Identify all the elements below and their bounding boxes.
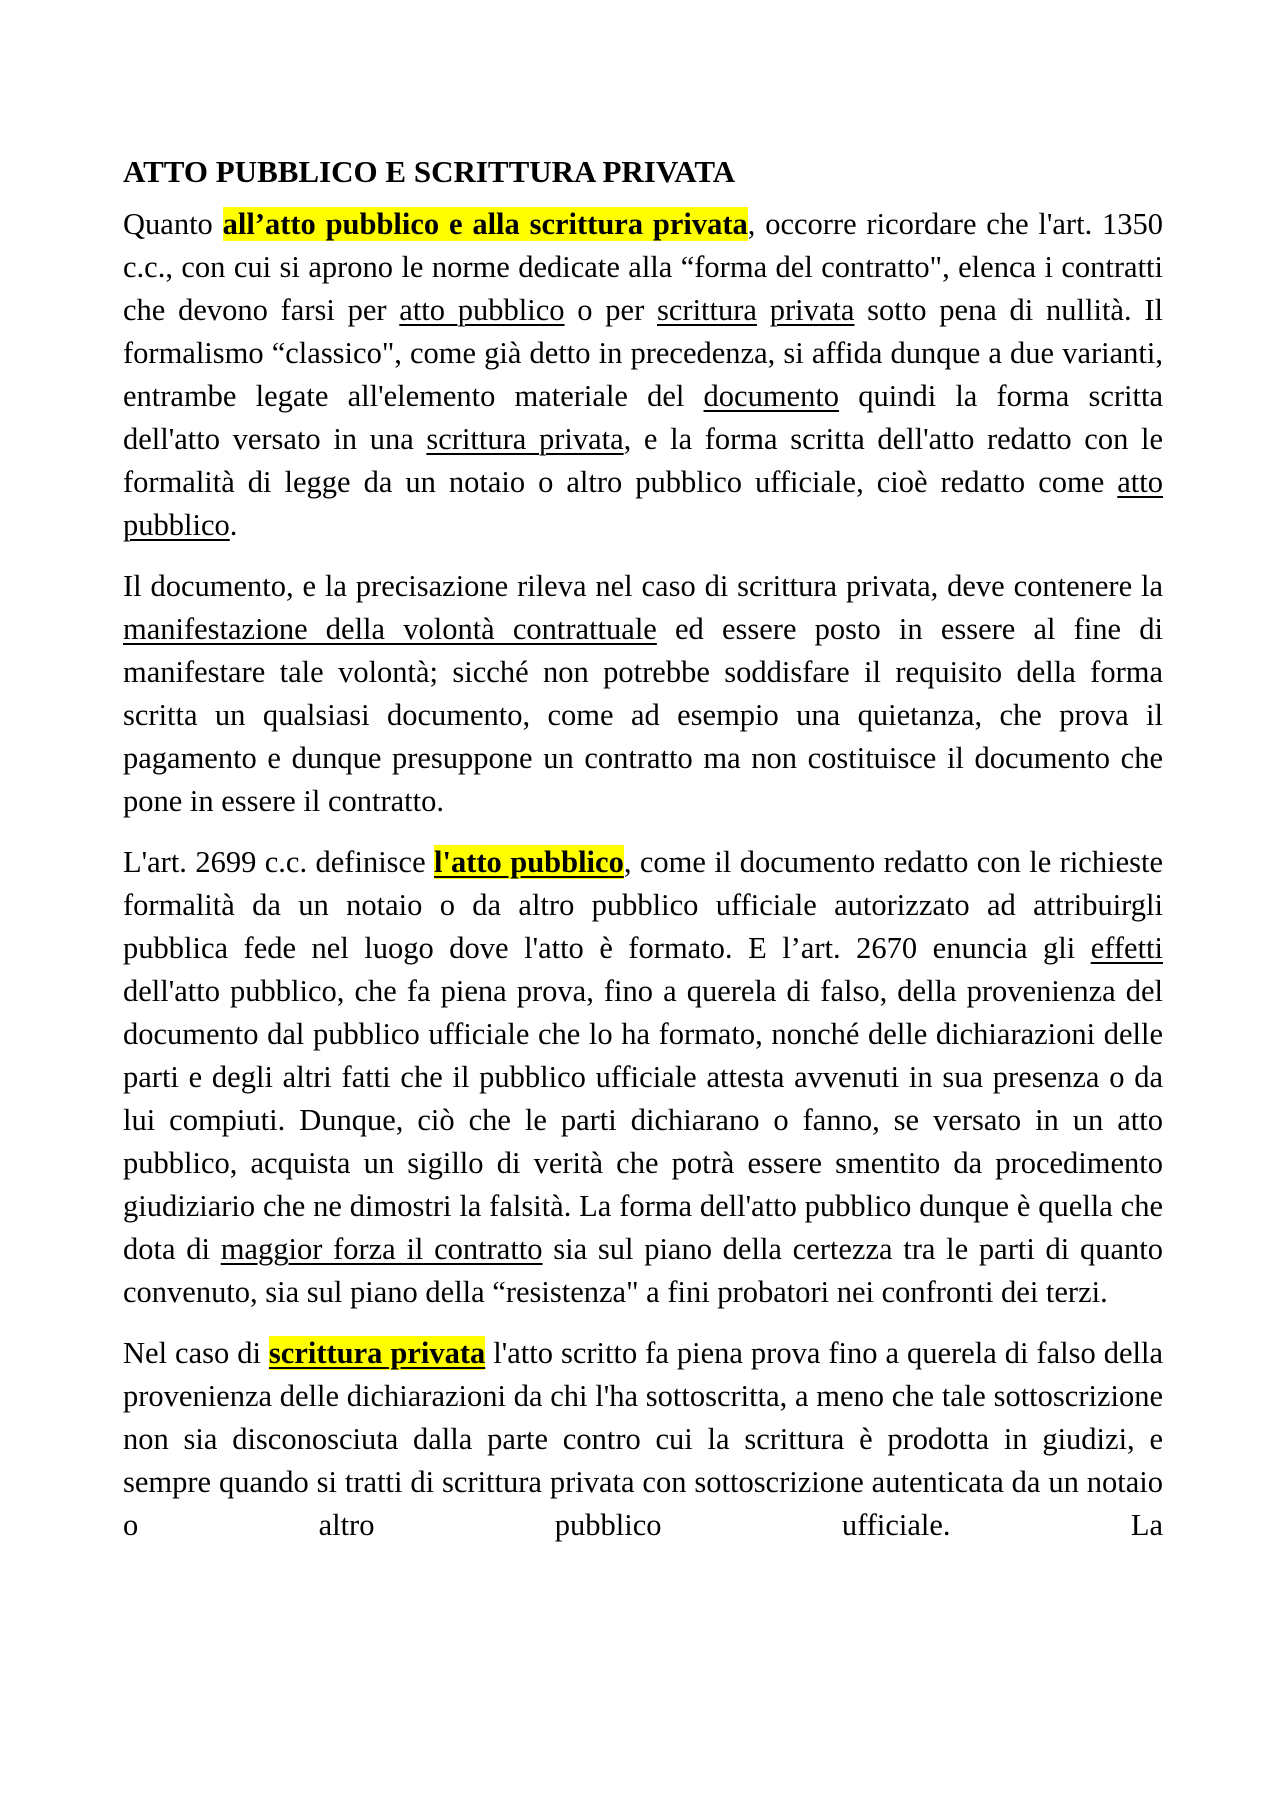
document-title: ATTO PUBBLICO E SCRITTURA PRIVATA <box>123 154 736 189</box>
underlined-term: privata <box>769 293 855 327</box>
text-run: sotto pena di nullità. Il formalismo “classico", come già detto in precedenza, si affida dunque a due varianti, entrambe legate all'elemento materiale del <box>123 293 1163 413</box>
underlined-term: maggior forza il contratto <box>220 1232 543 1266</box>
highlighted-term: all’atto pubblico e alla scrittura privata <box>222 207 748 241</box>
text-run <box>757 293 770 327</box>
text-run: o per <box>564 293 657 327</box>
underlined-term: documento <box>703 379 840 413</box>
text-run: l'atto scritto fa piena prova fino a querela di falso della provenienza delle dichiarazioni da chi l'ha sottoscritta, a meno che tale sottoscrizione non sia disconosciuta dalla parte contro cui la scrittura è prodotta in giudizi, e sempre quando si tratti di scrittura privata con sottoscrizione autenticata da un notaio o altro pubblico ufficiale. La <box>123 1336 1163 1542</box>
underlined-term: scrittura privata <box>426 422 624 456</box>
paragraph-documento <box>123 565 1163 823</box>
text-run: Il documento, e la precisazione rileva nel caso di scrittura privata, deve contenere la <box>123 569 1163 603</box>
underlined-term: manifestazione della volontà contrattuale <box>123 612 657 646</box>
text-run: quindi la forma scritta dell'atto versato in una <box>123 379 1163 456</box>
text-run: Quanto <box>123 207 223 241</box>
text-run: , e la forma scritta dell'atto redatto con le formalità di legge da un notaio o altro pubblico ufficiale, cioè redatto come <box>123 422 1163 499</box>
document-body <box>123 150 1163 1565</box>
underlined-term: effetti <box>1090 931 1163 965</box>
text-run: , occorre ricordare che l'art. 1350 c.c., con cui si aprono le norme dedicate alla “forma del contratto", elenca i contratti che devono farsi per <box>123 207 1164 327</box>
paragraph-scrittura-privata <box>123 1332 1163 1547</box>
underlined-term: atto pubblico <box>123 465 1163 542</box>
text-run: . <box>229 508 238 542</box>
text-run: , come il documento redatto con le richieste formalità da un notaio o da altro pubblico ufficiale autorizzato ad attribuirgli pubblica fede nel luogo dove l'atto è formato. E l’art. 2670 enuncia gli <box>123 845 1163 965</box>
underlined-term: atto pubblico <box>399 293 565 327</box>
text-run: Nel caso di <box>123 1336 269 1370</box>
text-run: sia sul piano della certezza tra le parti di quanto convenuto, sia sul piano della “resistenza" a fini probatori nei confronti dei terzi. <box>123 1232 1163 1309</box>
paragraph-atto-pubblico <box>123 841 1163 1314</box>
paragraph-forma-contratto <box>123 203 1163 547</box>
text-run: dell'atto pubblico, che fa piena prova, fino a querela di falso, della provenienza del documento dal pubblico ufficiale che lo ha formato, nonché delle dichiarazioni delle parti e degli altri fatti che il pubblico ufficiale attesta avvenuti in sua presenza o da lui compiuti. Dunque, ciò che le parti dichiarano o fanno, se versato in un atto pubblico, acquista un sigillo di verità che potrà essere smentito da procedimento giudiziario che ne dimostri la falsità. La forma dell'atto pubblico dunque è quella che dota di <box>123 974 1163 1266</box>
highlighted-term: l'atto pubblico <box>434 845 624 879</box>
text-run: L'art. 2699 c.c. definisce <box>123 845 435 879</box>
text-run: ed essere posto in essere al fine di manifestare tale volontà; sicché non potrebbe soddisfare il requisito della forma scritta un qualsiasi documento, come ad esempio una quietanza, che prova il pagamento e dunque presuppone un contratto ma non costituisce il documento che pone in essere il contratto. <box>123 612 1163 818</box>
highlighted-term: scrittura privata <box>268 1336 486 1370</box>
underlined-term: scrittura <box>657 293 757 327</box>
